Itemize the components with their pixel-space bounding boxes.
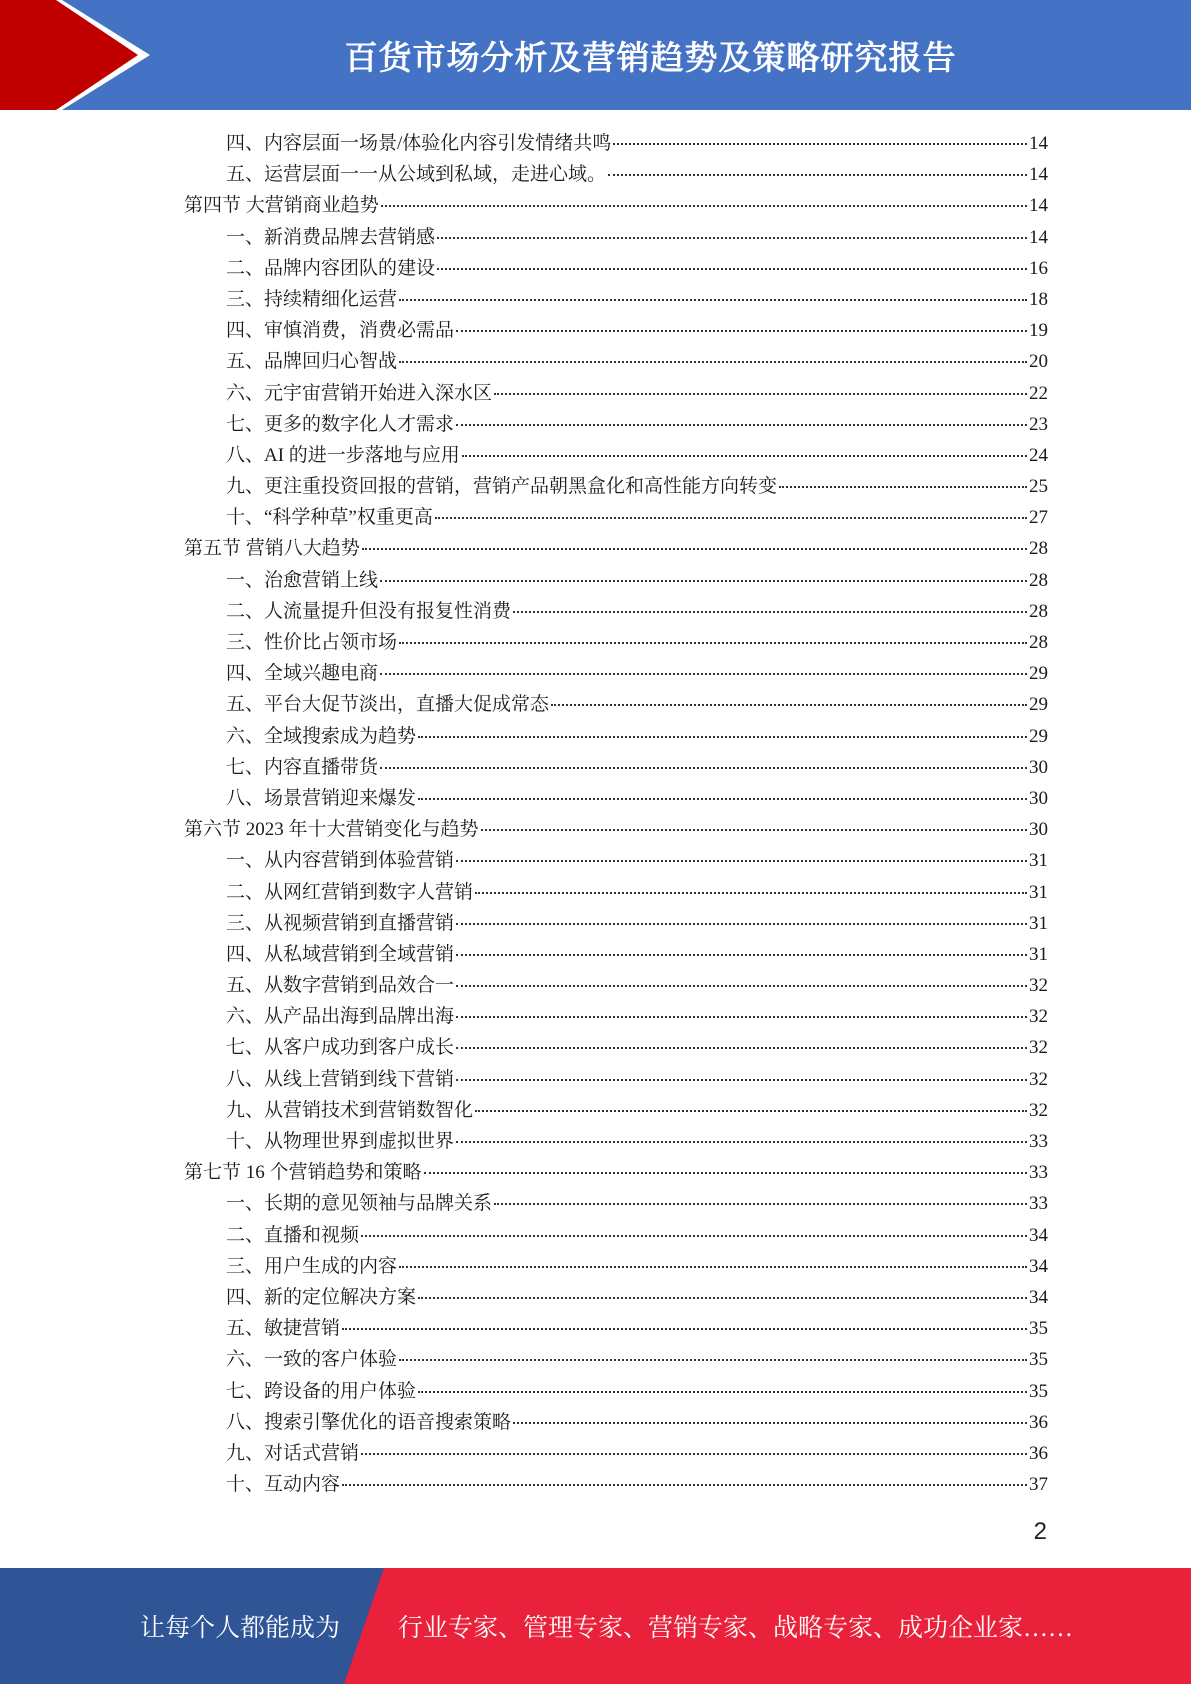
- toc-item[interactable]: [184, 284, 1048, 315]
- toc-item[interactable]: [184, 1438, 1048, 1469]
- dot-leader: [481, 829, 1027, 831]
- toc-item[interactable]: [184, 1469, 1048, 1500]
- dot-leader: [399, 1359, 1027, 1361]
- dot-leader: [494, 1203, 1027, 1205]
- toc-entry-page: 20: [1029, 351, 1048, 373]
- dot-leader: [494, 393, 1027, 395]
- toc-entry-page: 31: [1029, 943, 1048, 965]
- toc-entry-page: 34: [1029, 1255, 1048, 1277]
- toc-item[interactable]: [184, 689, 1048, 720]
- toc-entry-title: 三、从视频营销到直播营销: [226, 912, 455, 934]
- toc-entry-title: 四、从私域营销到全域营销: [226, 943, 455, 965]
- toc-item[interactable]: [184, 1188, 1048, 1219]
- toc-entry-page: 36: [1029, 1442, 1048, 1464]
- toc-entry-title: 六、全域搜索成为趋势: [226, 725, 417, 747]
- toc-entry-title: 四、内容层面一场景/体验化内容引发情绪共鸣: [226, 133, 612, 154]
- toc-entry-page: 30: [1029, 819, 1048, 841]
- toc-item[interactable]: [184, 502, 1048, 533]
- toc-item[interactable]: [184, 877, 1048, 908]
- toc-entry-title: 八、从线上营销到线下营销: [226, 1068, 455, 1090]
- page-footer: [0, 1568, 1191, 1684]
- dot-leader: [399, 299, 1027, 301]
- toc-entry-title: 十、“科学种草”权重更高: [226, 507, 433, 529]
- toc-item[interactable]: [184, 1344, 1048, 1375]
- toc-entry-page: 14: [1029, 133, 1048, 154]
- toc-entry-title: 八、场景营销迎来爆发: [226, 787, 417, 809]
- toc-item[interactable]: [184, 1126, 1048, 1157]
- dot-leader: [399, 361, 1027, 363]
- toc-item[interactable]: [184, 845, 1048, 876]
- toc-item[interactable]: [184, 565, 1048, 596]
- toc-entry-title: 七、从客户成功到客户成长: [226, 1037, 455, 1059]
- dot-leader: [613, 143, 1027, 145]
- toc-entry-title: 五、平台大促节淡出，直播大促成常态: [226, 694, 550, 716]
- toc-entry-page: 28: [1029, 538, 1048, 560]
- toc-entry-title: 一、治愈营销上线: [226, 569, 379, 591]
- report-title: 百货市场分析及营销趋势及策略研究报告: [344, 37, 957, 77]
- toc-entry-title: 九、对话式营销: [226, 1442, 360, 1464]
- toc-entry-title: 三、用户生成的内容: [226, 1255, 398, 1277]
- toc-entry-page: 32: [1029, 1099, 1048, 1121]
- dot-leader: [513, 611, 1027, 613]
- toc-entry-title: 七、跨设备的用户体验: [226, 1380, 417, 1402]
- toc-entry-page: 28: [1029, 600, 1048, 622]
- dot-leader: [551, 704, 1027, 706]
- toc-entry-page: 18: [1029, 288, 1048, 310]
- toc-item[interactable]: [184, 222, 1048, 253]
- page-number: 2: [1033, 1518, 1047, 1545]
- toc-entry-page: 30: [1029, 756, 1048, 778]
- toc-entry-title: 二、品牌内容团队的建设: [226, 257, 436, 279]
- toc-entry-page: 33: [1029, 1193, 1048, 1215]
- toc-entry-page: 33: [1029, 1131, 1048, 1152]
- toc-entry-title: 六、一致的客户体验: [226, 1349, 398, 1371]
- toc-entry-page: 19: [1029, 320, 1048, 342]
- toc-section[interactable]: [184, 814, 1048, 845]
- toc-entry-title: 十、互动内容: [226, 1474, 341, 1496]
- dot-leader: [424, 1172, 1027, 1174]
- toc-item[interactable]: [184, 1251, 1048, 1282]
- toc-entry-page: 22: [1029, 382, 1048, 404]
- toc-entry-page: 14: [1029, 226, 1048, 248]
- toc-item[interactable]: [184, 1001, 1048, 1032]
- dot-leader: [418, 1297, 1027, 1299]
- dot-leader: [361, 1235, 1027, 1237]
- dot-leader: [380, 673, 1027, 675]
- toc-entry-page: 33: [1029, 1162, 1048, 1184]
- dot-leader: [456, 1016, 1027, 1018]
- toc-entry-page: 14: [1029, 164, 1048, 186]
- dot-leader: [456, 1047, 1027, 1049]
- dot-leader: [380, 767, 1027, 769]
- toc-entry-title: 一、从内容营销到体验营销: [226, 850, 455, 872]
- toc-entry-title: 七、内容直播带货: [226, 756, 379, 778]
- toc-entry-page: 32: [1029, 1068, 1048, 1090]
- toc-entry-title: 九、从营销技术到营销数智化: [226, 1099, 474, 1121]
- dot-leader: [456, 985, 1027, 987]
- toc-item[interactable]: [184, 1313, 1048, 1344]
- toc-item[interactable]: [184, 1376, 1048, 1407]
- dot-leader: [456, 860, 1027, 862]
- toc-entry-title: 四、新的定位解决方案: [226, 1286, 417, 1308]
- toc-entry-page: 35: [1029, 1380, 1048, 1402]
- toc-entry-title: 四、全域兴趣电商: [226, 663, 379, 685]
- toc-entry-title: 六、从产品出海到品牌出海: [226, 1006, 455, 1028]
- toc-item[interactable]: [184, 440, 1048, 471]
- dot-leader: [779, 486, 1027, 488]
- toc-entry-title: 四、审慎消费，消费必需品: [226, 320, 455, 342]
- dot-leader: [418, 736, 1027, 738]
- toc-item[interactable]: [184, 783, 1048, 814]
- dot-leader: [456, 1079, 1027, 1081]
- toc-entry-page: 31: [1029, 912, 1048, 934]
- toc-entry-title: 二、人流量提升但没有报复性消费: [226, 600, 512, 622]
- dot-leader: [399, 1266, 1027, 1268]
- toc-entry-title: 八、AI 的进一步落地与应用: [226, 444, 460, 466]
- toc-entry-page: 25: [1029, 476, 1048, 498]
- dot-leader: [418, 1391, 1027, 1393]
- footer-slogan-right: 行业专家、管理专家、营销专家、战略专家、成功企业家……: [398, 1615, 1074, 1642]
- toc-entry-title: 八、搜索引擎优化的语音搜索策略: [226, 1411, 512, 1433]
- toc-entry-title: 第四节 大营销商业趋势: [184, 195, 379, 217]
- toc-entry-title: 二、从网红营销到数字人营销: [226, 881, 474, 903]
- toc-item[interactable]: [184, 970, 1048, 1001]
- toc-item[interactable]: [184, 1407, 1048, 1438]
- toc-entry-title: 五、从数字营销到品效合一: [226, 975, 455, 997]
- toc-entry-page: 24: [1029, 444, 1048, 466]
- table-of-contents: [184, 128, 1048, 1500]
- toc-item[interactable]: [184, 596, 1048, 627]
- toc-item[interactable]: [184, 471, 1048, 502]
- toc-item[interactable]: [184, 159, 1048, 190]
- toc-entry-page: 16: [1029, 257, 1048, 279]
- dot-leader: [456, 424, 1027, 426]
- dot-leader: [475, 1110, 1027, 1112]
- dot-leader: [342, 1484, 1027, 1486]
- toc-item[interactable]: [184, 1220, 1048, 1251]
- toc-entry-page: 14: [1029, 195, 1048, 217]
- toc-section[interactable]: [184, 533, 1048, 564]
- toc-entry-title: 一、新消费品牌去营销感: [226, 226, 436, 248]
- toc-item[interactable]: [184, 1095, 1048, 1126]
- toc-section[interactable]: [184, 190, 1048, 221]
- dot-leader: [456, 1141, 1027, 1143]
- dot-leader: [456, 923, 1027, 925]
- toc-item[interactable]: [184, 721, 1048, 752]
- toc-entry-title: 七、更多的数字化人才需求: [226, 413, 455, 435]
- toc-item[interactable]: [184, 1032, 1048, 1063]
- dot-leader: [437, 268, 1027, 270]
- toc-entry-page: 28: [1029, 569, 1048, 591]
- toc-entry-page: 29: [1029, 663, 1048, 685]
- toc-item[interactable]: [184, 128, 1048, 159]
- toc-entry-title: 五、敏捷营销: [226, 1318, 341, 1340]
- dot-leader: [418, 798, 1027, 800]
- dot-leader: [513, 1422, 1027, 1424]
- toc-item[interactable]: [184, 752, 1048, 783]
- dot-leader: [456, 330, 1027, 332]
- footer-slogan-left: 让每个人都能成为: [140, 1615, 341, 1642]
- toc-entry-title: 一、长期的意见领袖与品牌关系: [226, 1193, 493, 1215]
- toc-section[interactable]: [184, 1157, 1048, 1188]
- dot-leader: [456, 954, 1027, 956]
- dot-leader: [608, 174, 1027, 176]
- dot-leader: [437, 237, 1027, 239]
- red-arrow-icon: [0, 0, 160, 110]
- toc-entry-page: 29: [1029, 725, 1048, 747]
- toc-entry-page: 34: [1029, 1286, 1048, 1308]
- toc-entry-page: 31: [1029, 881, 1048, 903]
- toc-entry-page: 29: [1029, 694, 1048, 716]
- toc-entry-title: 第五节 营销八大趋势: [184, 538, 360, 560]
- toc-item[interactable]: [184, 315, 1048, 346]
- dot-leader: [381, 205, 1027, 207]
- dot-leader: [380, 580, 1027, 582]
- toc-entry-title: 九、更注重投资回报的营销，营销产品朝黑盒化和高性能方向转变: [226, 476, 778, 498]
- dot-leader: [462, 455, 1027, 457]
- toc-entry-page: 31: [1029, 850, 1048, 872]
- toc-item[interactable]: [184, 378, 1048, 409]
- toc-entry-page: 23: [1029, 413, 1048, 435]
- dot-leader: [399, 642, 1027, 644]
- dot-leader: [435, 517, 1027, 519]
- toc-entry-page: 36: [1029, 1411, 1048, 1433]
- toc-entry-title: 三、持续精细化运营: [226, 288, 398, 310]
- toc-item[interactable]: [184, 939, 1048, 970]
- toc-entry-title: 第六节 2023 年十大营销变化与趋势: [184, 819, 479, 841]
- toc-entry-title: 第七节 16 个营销趋势和策略: [184, 1162, 422, 1184]
- toc-item[interactable]: [184, 1064, 1048, 1095]
- toc-entry-page: 37: [1029, 1474, 1048, 1496]
- toc-item[interactable]: [184, 346, 1048, 377]
- toc-item[interactable]: [184, 627, 1048, 658]
- toc-entry-page: 32: [1029, 1006, 1048, 1028]
- toc-entry-title: 五、运营层面一一从公域到私域，走进心域。: [226, 164, 607, 186]
- dot-leader: [361, 1453, 1027, 1455]
- toc-entry-title: 三、性价比占领市场: [226, 632, 398, 653]
- toc-entry-title: 二、直播和视频: [226, 1224, 360, 1246]
- toc-entry-title: 六、元宇宙营销开始进入深水区: [226, 382, 493, 404]
- toc-item[interactable]: [184, 253, 1048, 284]
- toc-entry-page: 35: [1029, 1349, 1048, 1371]
- page-header: [0, 0, 1191, 110]
- toc-entry-page: 27: [1029, 507, 1048, 529]
- dot-leader: [342, 1328, 1027, 1330]
- toc-entry-page: 30: [1029, 787, 1048, 809]
- toc-entry-page: 32: [1029, 975, 1048, 997]
- toc-item[interactable]: [184, 409, 1048, 440]
- toc-entry-page: 35: [1029, 1318, 1048, 1340]
- toc-entry-page: 32: [1029, 1037, 1048, 1059]
- toc-item[interactable]: [184, 1282, 1048, 1313]
- toc-item[interactable]: [184, 658, 1048, 689]
- dot-leader: [475, 892, 1027, 894]
- toc-entry-title: 五、品牌回归心智战: [226, 351, 398, 373]
- toc-entry-page: 28: [1029, 632, 1048, 653]
- toc-entry-page: 34: [1029, 1224, 1048, 1246]
- dot-leader: [362, 548, 1027, 550]
- toc-entry-title: 十、从物理世界到虚拟世界: [226, 1131, 455, 1152]
- toc-item[interactable]: [184, 908, 1048, 939]
